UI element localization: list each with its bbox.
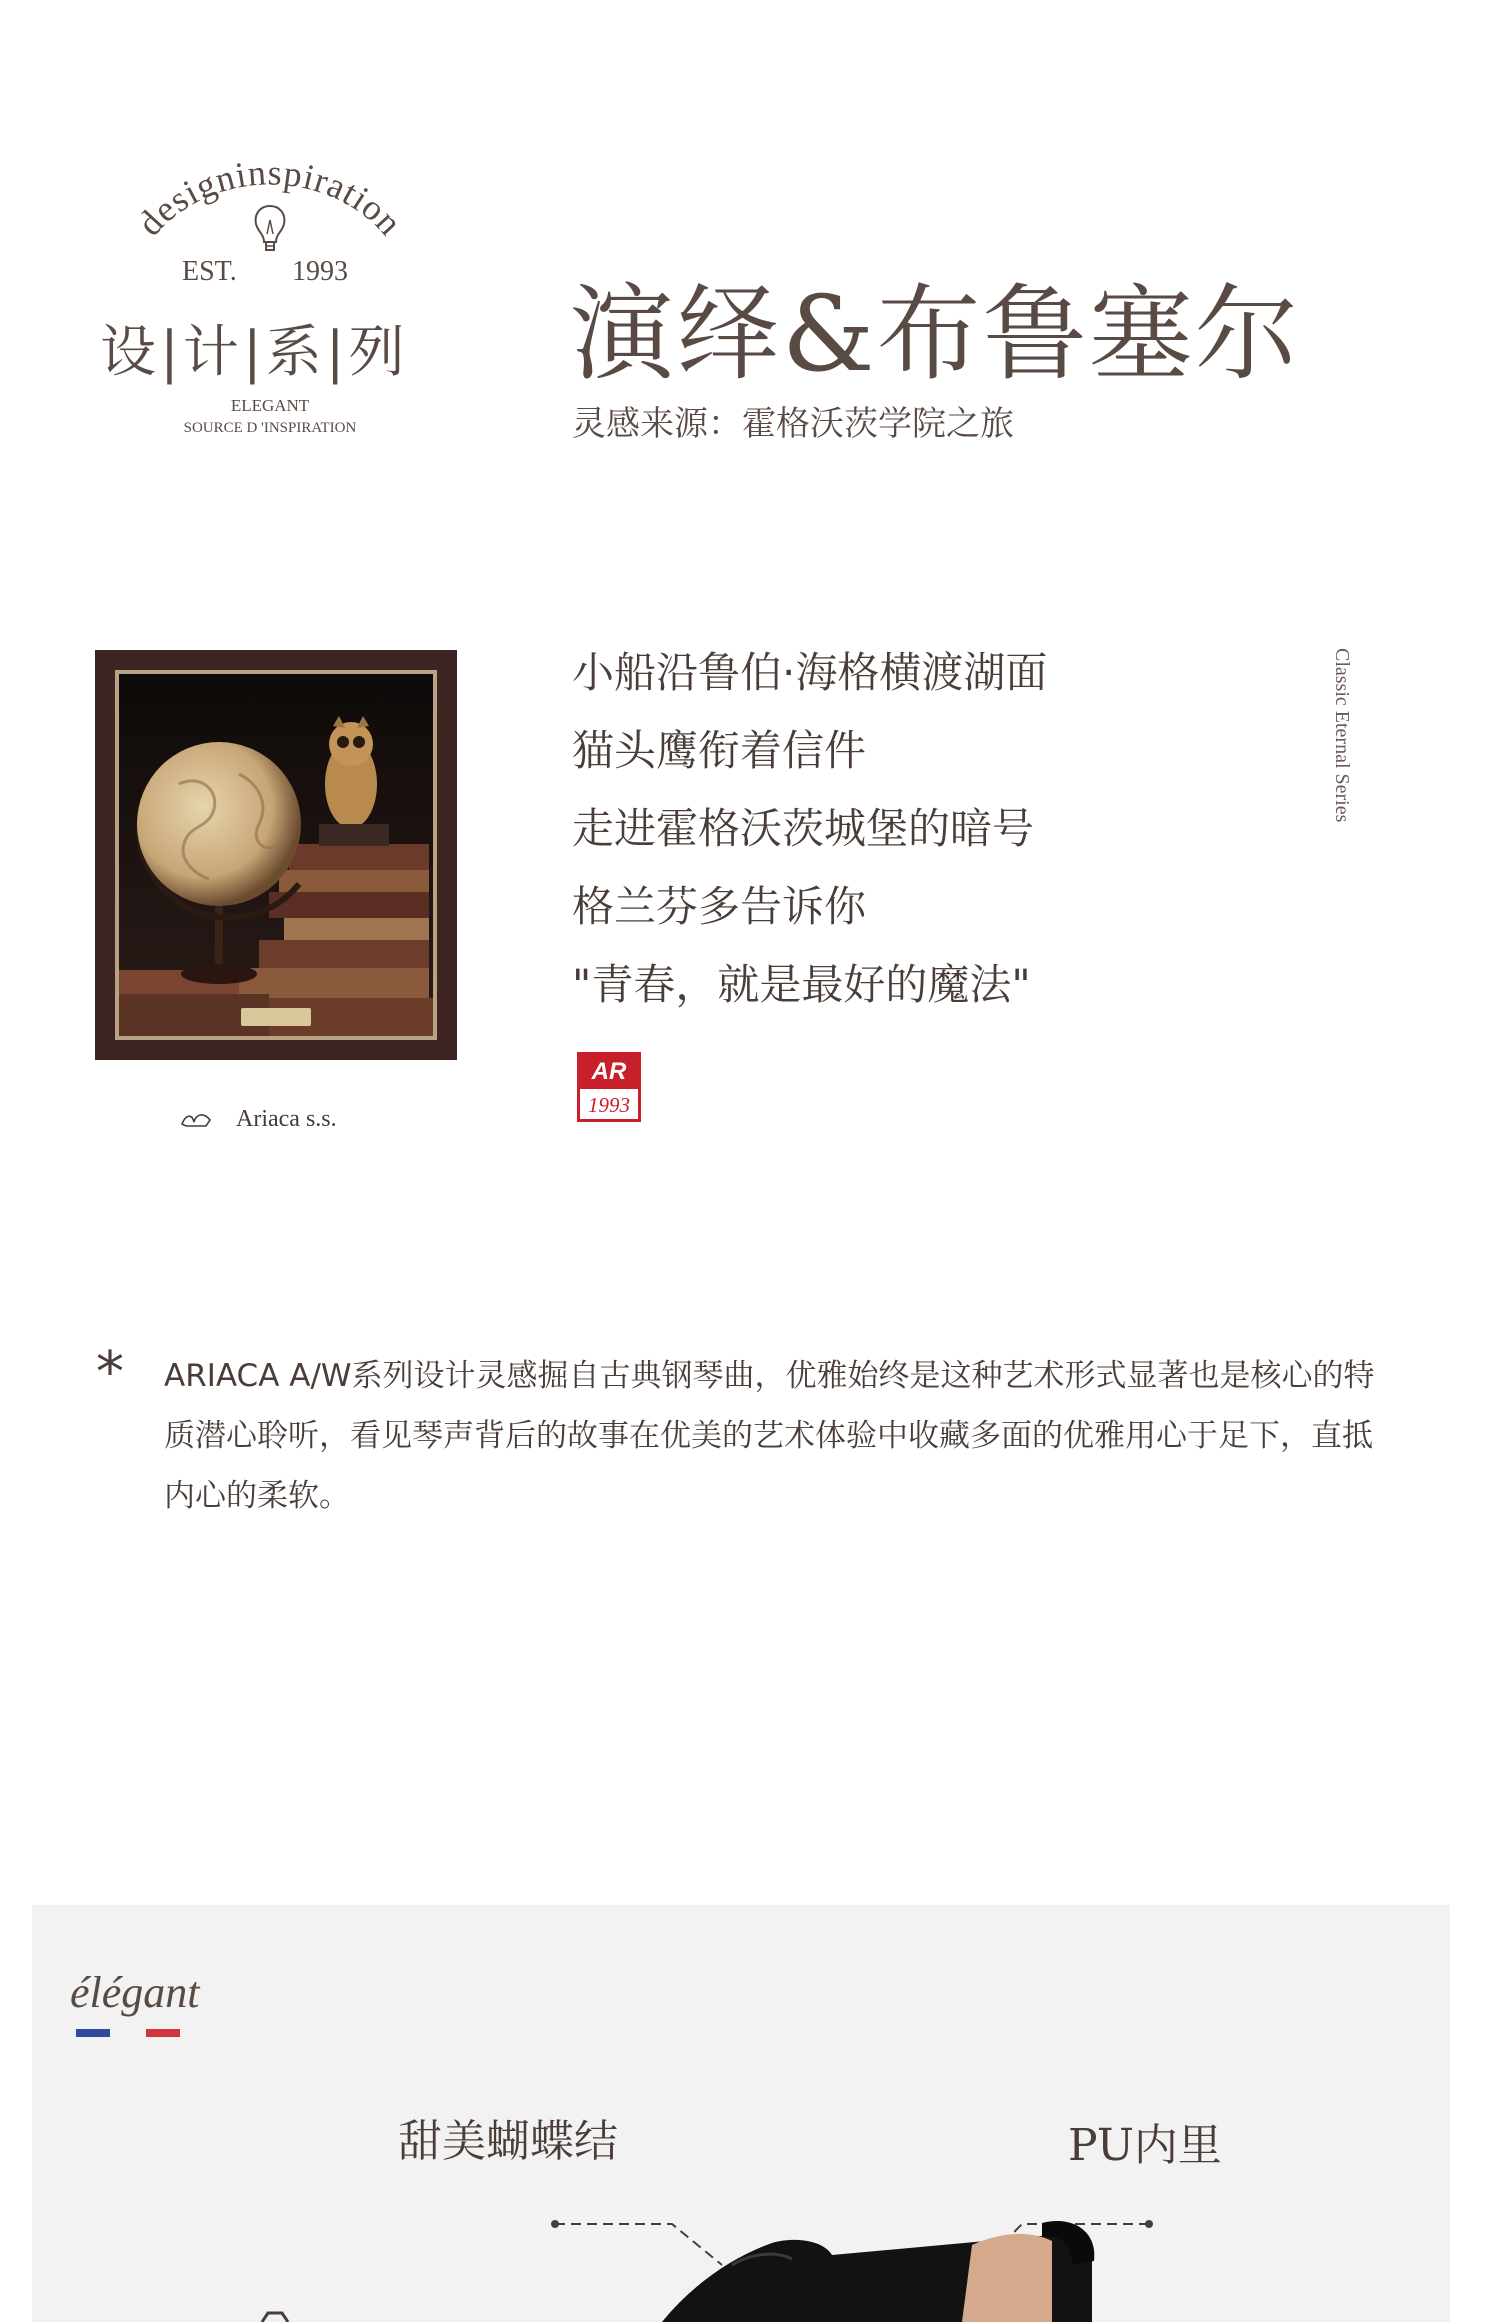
logo-elegant: ELEGANT: [230, 396, 310, 415]
brand-description: ARIACA A/W系列设计灵感掘自古典钢琴曲，优雅始终是这种艺术形式显著也是核心的特质潜心聆听，看见琴声背后的故事在优美的艺术体验中收藏多面的优雅用心于足下，直抵内心的柔软。: [164, 1358, 1375, 1514]
ar-brand-badge: [577, 1052, 641, 1122]
lightbulb-icon: [256, 206, 285, 250]
framed-picture: [95, 650, 457, 1060]
picture-caption: Ariaca s.s.: [236, 1106, 337, 1132]
shoe-illustration: [32, 1905, 1450, 2322]
page-subtitle: 灵感来源：霍格沃茨学院之旅: [572, 404, 1014, 444]
series-logo: [100, 150, 440, 450]
logo-est: EST.: [182, 256, 237, 287]
logo-arc-text: designinspiration: [129, 152, 411, 244]
poem-line: 走进霍格沃茨城堡的暗号: [572, 804, 1035, 853]
poem-line: "青春，就是最好的魔法": [572, 960, 1031, 1009]
logo-series-text: 设|计|系|列: [100, 320, 409, 385]
logo-year: 1993: [292, 256, 348, 287]
poem-line: 猫头鹰衔着信件: [572, 726, 867, 775]
asterisk-icon: *: [96, 1340, 124, 1405]
logo-arc: [100, 150, 440, 290]
page-title: 演绎&布鲁塞尔: [570, 273, 1301, 395]
globe-owl-illustration: [119, 674, 433, 1036]
feature-panel: [32, 1905, 1450, 2322]
logo-source: SOURCE D 'INSPIRATION: [183, 420, 357, 436]
lining-feature-label: PU内里: [1068, 2120, 1222, 2171]
badge-top-text: AR: [580, 1055, 638, 1089]
svg-text:designinspiration: [130, 152, 411, 243]
ariaca-mark-icon: [180, 1110, 212, 1130]
badge-year-text: 1993: [588, 1093, 630, 1117]
bow-leader-line: [551, 2220, 722, 2265]
bow-feature-label: 甜美蝴蝶结: [398, 2116, 618, 2167]
vertical-series-label: Classic Eternal Series: [1331, 648, 1353, 823]
poem-line: 格兰芬多告诉你: [572, 882, 867, 931]
poem-line: 小船沿鲁伯·海格横渡湖面: [572, 648, 1048, 697]
panel-script-title: élégant: [70, 1968, 200, 2017]
